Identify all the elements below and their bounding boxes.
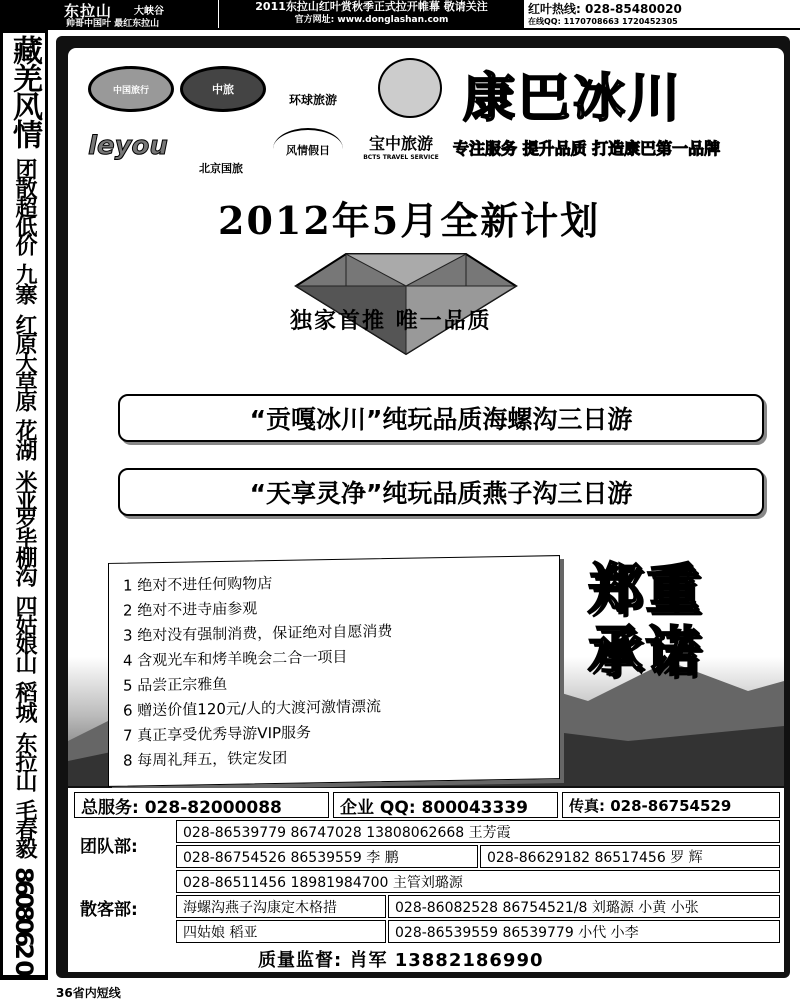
contact-table bbox=[68, 788, 784, 972]
sidebar-block: 四姑娘山 bbox=[12, 594, 37, 671]
header-left-main: 东拉山 bbox=[64, 2, 113, 20]
brand-title: 康巴冰川 bbox=[463, 69, 684, 129]
logo-huanqiu: 环球旅游 bbox=[288, 93, 337, 107]
quality-supervision: 质量监督: 肖军 13882186990 bbox=[258, 950, 544, 971]
main-service-phone: 总服务: 028-82000088 bbox=[74, 792, 329, 818]
sidebar-block: 红原大草原 bbox=[12, 313, 37, 409]
promise-list bbox=[108, 555, 560, 787]
fax-number: 传真: 028-86754529 bbox=[562, 792, 780, 818]
page-footer: 36省内短线 bbox=[56, 986, 121, 1000]
list-item: 3 绝对没有强制消费，保证绝对自愿消费 bbox=[123, 621, 393, 645]
company-qq: 企业 QQ: 800043339 bbox=[333, 792, 558, 818]
header-website: 官方网址: www.donglashan.com bbox=[294, 15, 449, 25]
left-sidebar bbox=[0, 30, 48, 980]
list-item: 6 赠送价值120元/人的大渡河激情漂流 bbox=[123, 697, 381, 720]
logo-beijing: 北京国旅 bbox=[199, 162, 243, 175]
sidebar-block: 稻城 bbox=[12, 681, 37, 722]
list-item: 7 真正享受优秀导游VIP服务 bbox=[123, 723, 312, 745]
logo-baozhong: 宝中旅游 BCTS TRAVEL SERVICE bbox=[363, 134, 439, 161]
brand-slogan: 专注服务 提升品质 打造康巴第一品牌 bbox=[453, 139, 721, 158]
team-row: 028-86539779 86747028 13808062668 王芳霞 bbox=[176, 820, 780, 843]
retail-row: 四姑娘 稻亚 bbox=[176, 920, 386, 943]
header-qq: 在线QQ: 1170708663 1720452305 bbox=[528, 17, 678, 26]
retail-row: 028-86539559 86539779 小代 小李 bbox=[388, 920, 780, 943]
team-dept-label: 团队部: bbox=[80, 836, 138, 857]
promise-section bbox=[68, 551, 784, 786]
logo-fengqing: 风情假日 bbox=[273, 128, 343, 170]
list-item: 8 每周礼拜五，铁定发团 bbox=[123, 748, 288, 770]
promise-title: 郑重 承诺 bbox=[588, 558, 704, 683]
hero-section bbox=[68, 186, 784, 566]
main-ad-panel bbox=[56, 36, 790, 978]
header-announcement: 2011东拉山红叶赏秋季正式拉开帷幕 敬请关注 bbox=[255, 0, 488, 13]
route-hailuogou: “贡嘎冰川”纯玩品质海螺沟三日游 bbox=[118, 394, 764, 442]
logo-zhongguo-lvxing: 中国旅行 bbox=[88, 66, 174, 112]
sidebar-block: 团散超低价 bbox=[12, 157, 37, 253]
header-left-slogan: 帅哥中国叶 最红东拉山 bbox=[66, 19, 160, 29]
retail-row: 海螺沟燕子沟康定木格措 bbox=[176, 895, 386, 918]
mascot-icon bbox=[378, 58, 442, 118]
header-left-block bbox=[0, 0, 218, 28]
logo-leyou: leyou bbox=[88, 131, 168, 161]
route-yanzigou: “天享灵净”纯玩品质燕子沟三日游 bbox=[118, 468, 764, 516]
sidebar-block: 米亚罗毕棚沟 bbox=[12, 469, 37, 584]
header-left-sub: 大峡谷 bbox=[134, 6, 164, 17]
sidebar-phone: 8608062 0 bbox=[10, 866, 38, 973]
sidebar-block: 花湖 bbox=[12, 419, 37, 460]
diamond-icon bbox=[276, 246, 536, 356]
sidebar-block: 毛春毅 bbox=[12, 799, 37, 857]
team-row: 028-86754526 86539559 李 鹏 bbox=[176, 845, 478, 868]
header-hotline: 红叶热线: 028-85480020 bbox=[528, 2, 682, 16]
header-mid-block bbox=[219, 0, 524, 28]
exclusive-tagline: 独家首推 唯一品质 bbox=[290, 309, 492, 334]
sidebar-block: 东拉山 bbox=[12, 731, 37, 789]
list-item: 4 含观光车和烤羊晚会二合一项目 bbox=[123, 647, 348, 670]
retail-row: 028-86511456 18981984700 主管刘璐源 bbox=[176, 870, 780, 893]
sidebar-block: 九寨 bbox=[12, 263, 37, 304]
plan-title: 2012年5月全新计划 bbox=[218, 198, 601, 243]
logo-zhonglv: 中旅 bbox=[180, 66, 266, 112]
team-row: 028-86629182 86517456 罗 辉 bbox=[480, 845, 780, 868]
list-item: 1 绝对不进任何购物店 bbox=[123, 574, 273, 595]
retail-row: 028-86082528 86754521/8 刘璐源 小黄 小张 bbox=[388, 895, 780, 918]
retail-dept-label: 散客部: bbox=[80, 899, 138, 920]
list-item: 2 绝对不进寺庙参观 bbox=[123, 599, 258, 620]
sidebar-block: 藏羌风情 bbox=[7, 35, 42, 147]
header-right-block bbox=[526, 0, 800, 28]
list-item: 5 品尝正宗雅鱼 bbox=[123, 674, 228, 695]
